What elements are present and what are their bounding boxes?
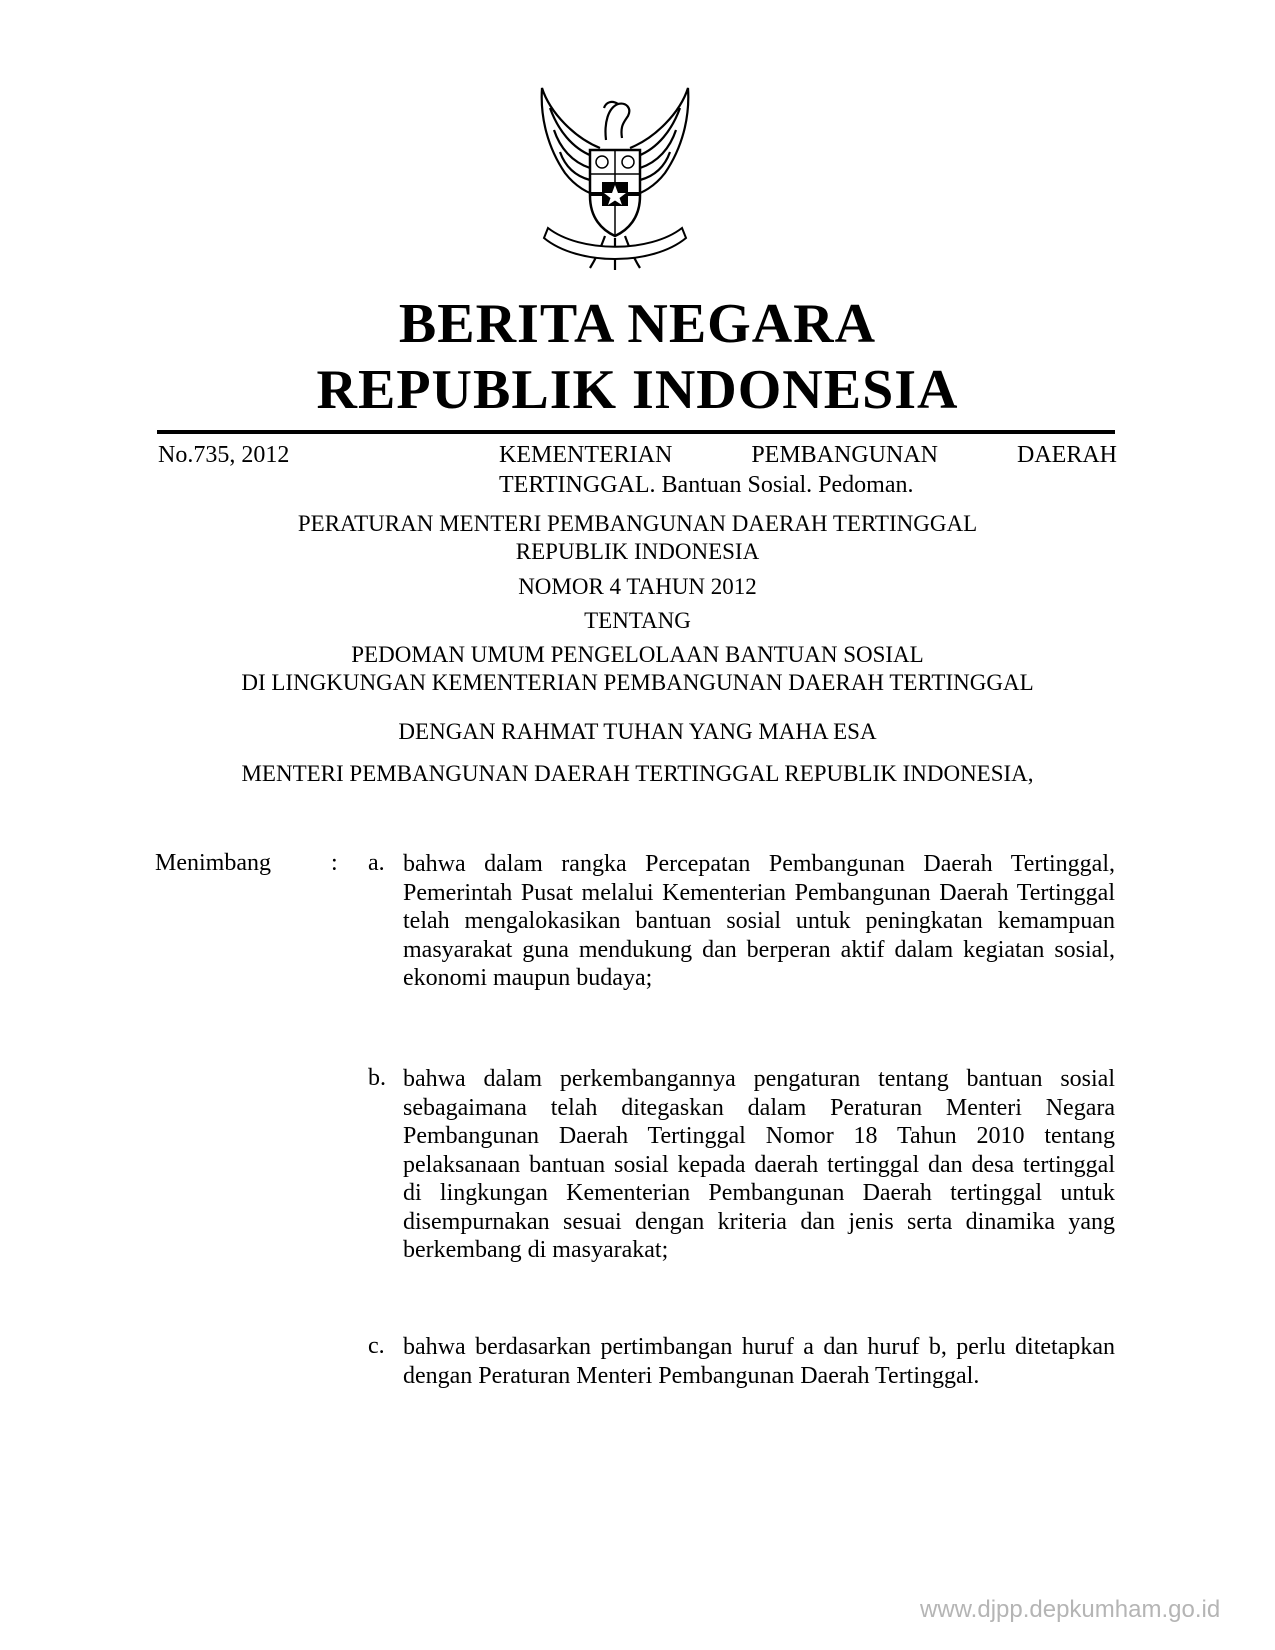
gazette-subject-line1: KEMENTERIAN PEMBANGUNAN DAERAH [499,442,1117,468]
considering-colon: : [331,850,338,876]
regulation-title-line2: REPUBLIK INDONESIA [515,539,760,564]
list-item-letter-b: b. [368,1065,386,1091]
masthead-title-line1: BERITA NEGARA [398,293,877,355]
garuda-emblem-icon [520,78,710,278]
regulation-about: TENTANG [584,608,691,633]
considering-label: Menimbang [155,850,271,876]
regulation-title-line1: PERATURAN MENTERI PEMBANGUNAN DAERAH TERTINGGAL [297,511,978,536]
list-item-text-b: bahwa dalam perkembangannya pengaturan tentang bantuan sosial sebagaimana telah ditegaskan dalam Peraturan Menteri Negara Pembangunan Daerah Tertinggal Nomor 18 Tahun 2010 tentang pelaksanaan bantuan sosial kepada daerah tertinggal dan desa tertinggal di lingkungan Kementerian Pembangunan Daerah tertinggal untuk disempurnakan sesuai dengan kriteria dan jenis serta dinamika yang berkembang di masyarakat; [403,1066,1115,1263]
source-watermark: www.djpp.depkumham.go.id [920,1596,1221,1623]
gazette-number: No.735, 2012 [158,442,290,468]
regulation-blessing: DENGAN RAHMAT TUHAN YANG MAHA ESA [398,719,877,744]
masthead-title-line2: REPUBLIK INDONESIA [316,359,959,421]
regulation-minister: MENTERI PEMBANGUNAN DAERAH TERTINGGAL REPUBLIK INDONESIA, [241,761,1034,786]
regulation-topic-line2: DI LINGKUNGAN KEMENTERIAN PEMBANGUNAN DAERAH TERTINGGAL [241,670,1034,695]
list-item-letter-c: c. [368,1333,385,1359]
masthead-divider [157,430,1115,434]
regulation-topic-line1: PEDOMAN UMUM PENGELOLAAN BANTUAN SOSIAL [351,642,924,667]
list-item-letter-a: a. [368,850,385,876]
list-item-text-a: bahwa dalam rangka Percepatan Pembangunan Daerah Tertinggal, Pemerintah Pusat melalui Kementerian Pembangunan Daerah Tertinggal telah mengalokasikan bantuan sosial untuk peningkatan kemampuan masyarakat guna mendukung dan berperan aktif dalam kegiatan sosial, ekonomi maupun budaya; [403,851,1115,991]
list-item-text-c: bahwa berdasarkan pertimbangan huruf a dan huruf b, perlu ditetapkan dengan Peraturan Menteri Pembangunan Daerah Tertinggal. [403,1334,1115,1389]
regulation-number: NOMOR 4 TAHUN 2012 [518,574,757,599]
gazette-subject-line2: TERTINGGAL. Bantuan Sosial. Pedoman. [499,472,914,498]
